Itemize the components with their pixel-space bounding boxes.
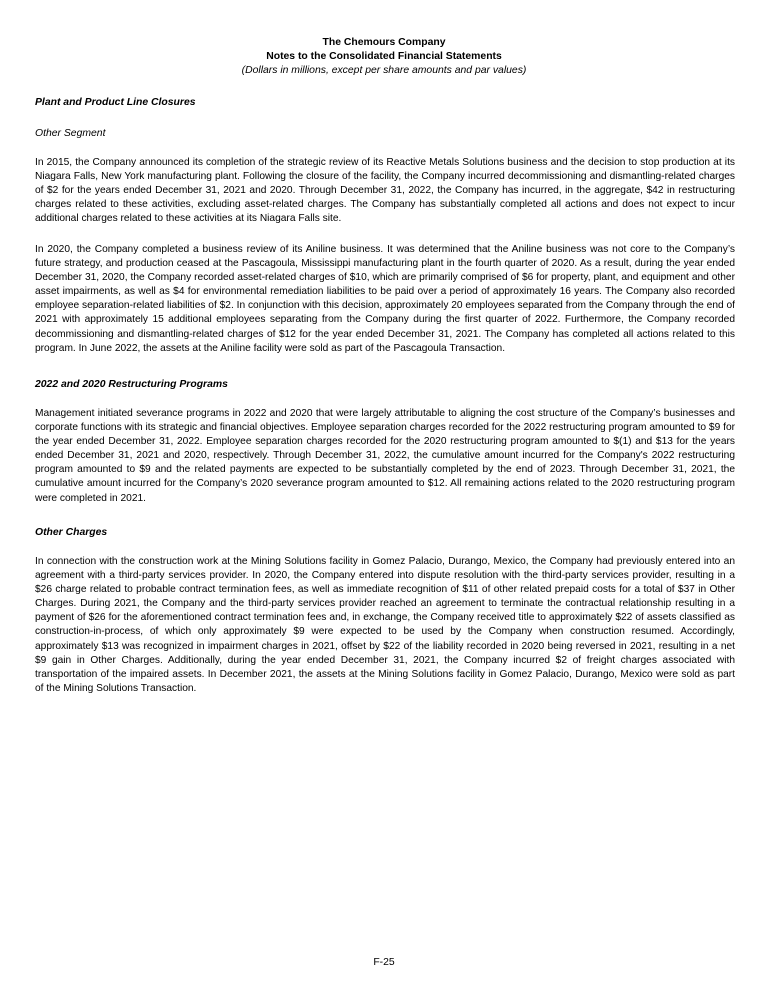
section-heading-restructuring: 2022 and 2020 Restructuring Programs xyxy=(35,379,228,390)
section-heading-plant-closures: Plant and Product Line Closures xyxy=(35,97,196,108)
document-subtitle: (Dollars in millions, except per share amounts and par values) xyxy=(241,65,527,76)
paragraph-niagara-falls: In 2015, the Company announced its completion of the strategic review of its Reactive Metals Solutions business and the decision to stop production at its Niagara Falls, New York manufacturing plant. Following the closure of the facility, the Company incurred decommissioning and dismantling-related charges of $2 for the years ended December 31, 2021 and 2020. Through December 31, 2022, the Company has incurred, in the aggregate, $42 in restructuring charges related to these activities, excluding asset-related charges. The Company has substantially completed all actions and does not expect to incur additional charges related to these activities at its Niagara Falls site. xyxy=(35,157,735,225)
company-name: The Chemours Company xyxy=(322,37,446,48)
page-number: F-25 xyxy=(373,957,395,968)
paragraph-restructuring: Management initiated severance programs in 2022 and 2020 that were largely attributable to aligning the cost structure of the Company’s businesses and corporate functions with its strategic and financial objectives. Employee separation charges recorded for the 2022 restructuring program amounted to $9 for the year ended December 31, 2022. Employee separation charges recorded for the 2020 restructuring program amounted to $(1) and $13 for the years ended December 31, 2021 and 2020, respectively. Through December 31, 2022, the cumulative amount incurred for the Company's 2022 restructuring program amounted to $9 and the related payments are expected to be substantially completed by the end of 2023. Through December 31, 2021, the cumulative amount incurred for the Company’s 2020 severance program amounted to $12. All remaining actions related to the 2020 restructuring program were completed in 2021. xyxy=(35,408,735,504)
subheading-other-segment: Other Segment xyxy=(35,128,106,139)
section-heading-other-charges: Other Charges xyxy=(35,527,108,538)
paragraph-aniline: In 2020, the Company completed a business review of its Aniline business. It was determined that the Aniline business was not core to the Company’s future strategy, and production ceased at the Pascagoula, Mississippi manufacturing plant in the fourth quarter of 2020. As a result, during the year ended December 31, 2020, the Company recorded asset-related charges of $10, which are primarily comprised of $6 for property, plant, and equipment and other asset impairments, as well as $4 for environmental remediation liabilities to be paid over a period of approximately 16 years. The Company also recorded employee separation-related liabilities of $2. In conjunction with this decision, approximately 20 employees separated from the Company through the end of 2021 with approximately 15 additional employees separating from the Company during the first quarter of 2022. Furthermore, the Company recorded decommissioning and dismantling-related charges of $12 for the year ended December 31, 2021. The Company has completed all actions related to this program. In June 2022, the assets at the Aniline facility were sold as part of the Pascagoula Transaction. xyxy=(35,244,735,354)
document-title: Notes to the Consolidated Financial Statements xyxy=(266,51,502,62)
paragraph-other-charges: In connection with the construction work at the Mining Solutions facility in Gomez Palacio, Durango, Mexico, the Company had previously entered into an agreement with a third-party services provider. In 2020, the Company entered into dispute resolution with the third-party services provider, resulting in a $26 charge related to probable contract termination fees, as well as immediate recognition of $11 of other related prepaid costs for a total of $37 in Other Charges. During 2021, the Company and the third-party services provider reached an agreement to terminate the contractual relationship resulting in a payment of $26 for the aforementioned contract termination fees and, in exchange, the Company received title to approximately $22 of assets classified as construction-in-process, of which only approximately $9 were expected to be used by the Company when construction resumed. Accordingly, approximately $13 was recognized in impairment charges in 2021, offset by $22 of the liability recorded in 2020 being reversed in 2021, resulting in a net $9 gain in Other Charges. Additionally, during the year ended December 31, 2021, the Company incurred $2 of freight charges associated with transportation of the impaired assets. In December 2021, the assets at the Mining Solutions facility in Gomez Palacio, Durango, Mexico were sold as part of the Mining Solutions Transaction. xyxy=(35,556,735,694)
